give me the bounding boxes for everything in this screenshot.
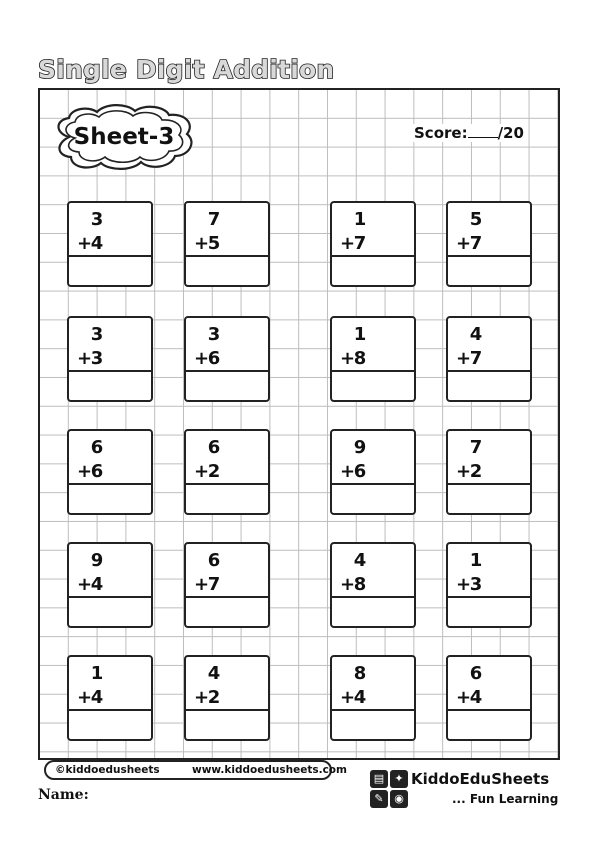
addend-bottom: 4	[469, 687, 483, 708]
answer-box[interactable]	[186, 255, 268, 285]
problem-card	[184, 655, 270, 741]
copyright-text: ©kiddoedusheets	[55, 764, 160, 776]
problem-card	[67, 542, 153, 628]
addend-bottom: 3	[469, 574, 483, 595]
problem-card	[184, 316, 270, 402]
problem-card	[184, 201, 270, 287]
plus-sign: +	[77, 233, 93, 254]
answer-box[interactable]	[448, 370, 530, 400]
answer-box[interactable]	[332, 483, 414, 513]
addend-bottom: 3	[90, 348, 104, 369]
addend-top: 1	[90, 663, 104, 684]
name-label: Name:	[38, 787, 89, 803]
addend-bottom: 8	[353, 574, 367, 595]
score-label: Score:	[414, 124, 468, 142]
answer-box[interactable]	[186, 483, 268, 513]
brand-name: KiddoEduSheets	[411, 770, 550, 788]
score-field	[410, 124, 528, 142]
plus-sign: +	[194, 687, 210, 708]
addend-bottom: 4	[353, 687, 367, 708]
plus-sign: +	[456, 348, 472, 369]
problem-card	[330, 429, 416, 515]
addend-top: 1	[469, 550, 483, 571]
plus-sign: +	[456, 687, 472, 708]
addend-bottom: 2	[207, 461, 221, 482]
answer-box[interactable]	[332, 255, 414, 285]
plus-sign: +	[194, 233, 210, 254]
brand-logo	[370, 770, 560, 810]
problem-card	[67, 429, 153, 515]
score-total: /20	[497, 124, 524, 142]
addend-bottom: 4	[90, 574, 104, 595]
addend-top: 1	[353, 324, 367, 345]
answer-box[interactable]	[332, 596, 414, 626]
plus-sign: +	[194, 574, 210, 595]
plus-sign: +	[77, 687, 93, 708]
problem-card	[330, 201, 416, 287]
addend-top: 4	[353, 550, 367, 571]
addend-top: 7	[469, 437, 483, 458]
plus-sign: +	[456, 461, 472, 482]
answer-box[interactable]	[69, 596, 151, 626]
plus-sign: +	[77, 348, 93, 369]
addend-top: 7	[207, 209, 221, 230]
plus-sign: +	[340, 461, 356, 482]
addend-top: 3	[207, 324, 221, 345]
answer-box[interactable]	[332, 709, 414, 739]
problem-card	[446, 316, 532, 402]
addend-top: 6	[469, 663, 483, 684]
addend-top: 1	[353, 209, 367, 230]
problem-card	[184, 542, 270, 628]
plus-sign: +	[194, 348, 210, 369]
brand-icon-grid	[370, 770, 410, 810]
addend-top: 6	[207, 550, 221, 571]
sheet-label: Sheet-3	[73, 124, 175, 150]
plus-sign: +	[456, 233, 472, 254]
plus-sign: +	[77, 461, 93, 482]
answer-box[interactable]	[186, 709, 268, 739]
plus-sign: +	[456, 574, 472, 595]
addend-top: 3	[90, 209, 104, 230]
plus-sign: +	[340, 233, 356, 254]
palette-icon: ◉	[390, 790, 408, 808]
addend-top: 8	[353, 663, 367, 684]
book-icon: ▤	[370, 770, 388, 788]
answer-box[interactable]	[448, 483, 530, 513]
problem-card	[184, 429, 270, 515]
addend-top: 6	[90, 437, 104, 458]
addend-bottom: 2	[207, 687, 221, 708]
answer-box[interactable]	[186, 370, 268, 400]
problem-card	[446, 655, 532, 741]
score-blank[interactable]	[468, 124, 498, 138]
worksheet-title: Single Digit Addition	[38, 55, 335, 84]
addend-bottom: 4	[90, 687, 104, 708]
answer-box[interactable]	[69, 370, 151, 400]
addend-bottom: 2	[469, 461, 483, 482]
plus-sign: +	[340, 687, 356, 708]
addend-bottom: 8	[353, 348, 367, 369]
addend-top: 4	[207, 663, 221, 684]
footer-credits	[44, 760, 347, 780]
addend-bottom: 5	[207, 233, 221, 254]
addend-bottom: 7	[353, 233, 367, 254]
problem-card	[330, 655, 416, 741]
plus-sign: +	[194, 461, 210, 482]
plus-sign: +	[340, 348, 356, 369]
answer-box[interactable]	[69, 709, 151, 739]
addend-top: 6	[207, 437, 221, 458]
addend-bottom: 7	[469, 348, 483, 369]
answer-box[interactable]	[332, 370, 414, 400]
plus-sign: +	[77, 574, 93, 595]
addend-top: 4	[469, 324, 483, 345]
answer-box[interactable]	[448, 596, 530, 626]
addend-top: 3	[90, 324, 104, 345]
addend-top: 5	[469, 209, 483, 230]
problem-card	[67, 201, 153, 287]
answer-box[interactable]	[448, 255, 530, 285]
answer-box[interactable]	[186, 596, 268, 626]
problem-card	[330, 316, 416, 402]
addend-top: 9	[90, 550, 104, 571]
answer-box[interactable]	[448, 709, 530, 739]
problem-card	[67, 655, 153, 741]
addend-bottom: 6	[90, 461, 104, 482]
plus-sign: +	[340, 574, 356, 595]
pencil-icon: ✎	[370, 790, 388, 808]
website-text: www.kiddoedusheets.com	[192, 764, 347, 776]
problem-card	[446, 542, 532, 628]
sheet-badge	[49, 100, 199, 174]
problem-card	[446, 201, 532, 287]
addend-bottom: 6	[353, 461, 367, 482]
problem-card	[446, 429, 532, 515]
brand-tagline: ... Fun Learning	[452, 792, 559, 806]
addend-bottom: 7	[207, 574, 221, 595]
puzzle-icon: ✦	[390, 770, 408, 788]
problem-card	[330, 542, 416, 628]
answer-box[interactable]	[69, 483, 151, 513]
addend-top: 9	[353, 437, 367, 458]
addend-bottom: 4	[90, 233, 104, 254]
addend-bottom: 7	[469, 233, 483, 254]
addend-bottom: 6	[207, 348, 221, 369]
answer-box[interactable]	[69, 255, 151, 285]
problem-card	[67, 316, 153, 402]
